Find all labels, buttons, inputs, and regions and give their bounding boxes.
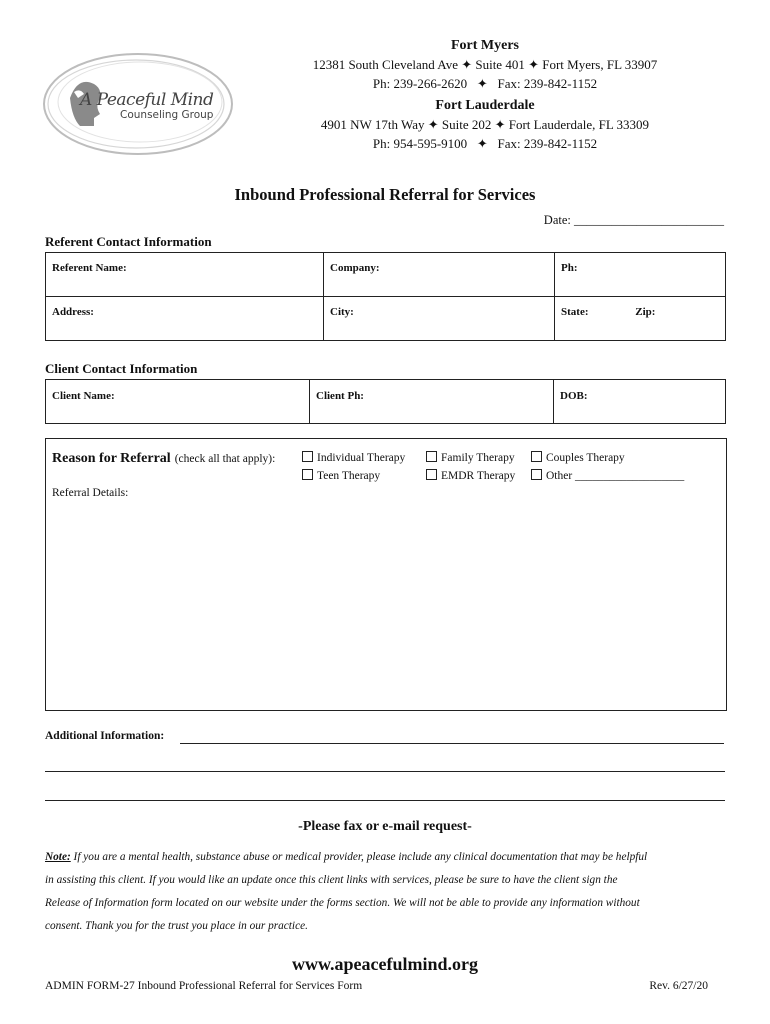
logo-name: A Peaceful Mind <box>80 90 214 110</box>
referent-heading: Referent Contact Information <box>45 234 212 249</box>
location-name: Fort Lauderdale <box>435 98 535 113</box>
checkbox-couples[interactable]: Couples Therapy <box>531 451 625 464</box>
checkbox-teen[interactable]: Teen Therapy <box>302 469 380 482</box>
location-phones: Ph: 239-266-2620 ✦ Fax: 239-842-1152 <box>372 76 598 91</box>
client-heading: Client Contact Information <box>45 361 198 376</box>
location-address: 4901 NW 17th Way ✦ Suite 202 ✦ Fort Lauderdale, FL 33309 <box>320 117 650 132</box>
checkbox-family[interactable]: Family Therapy <box>426 451 515 464</box>
additional-info-line[interactable] <box>45 771 725 772</box>
reason-label: Reason for Referral <box>52 451 171 466</box>
location-address: 12381 South Cleveland Ave ✦ Suite 401 ✦ Fort Myers, FL 33907 <box>312 57 658 72</box>
footer-revision: Rev. 6/27/20 <box>649 980 708 992</box>
note-label: Note: <box>45 851 71 863</box>
reason-hint: (check all that apply): <box>174 453 276 465</box>
state-zip-field[interactable] <box>555 297 726 341</box>
footer-form-id: ADMIN FORM-27 Inbound Professional Referral for Services Form <box>45 980 363 992</box>
dob-field[interactable]: DOB: <box>554 380 726 424</box>
checkbox-other[interactable]: Other ___________________ <box>531 469 684 482</box>
logo-subtitle: Counseling Group <box>120 109 214 121</box>
referral-details-label: Referral Details: <box>52 487 129 499</box>
note-paragraph: Note: If you are a mental health, substance abuse or medical provider, please include any clinical documentation that may be helpful in assisting this client. If you would like an update once this client links with services, please be sure to have the client sign the Release of Information form located on our website under the forms section. We will not be able to provide any information without consent. Thank you for the trust you place in our practice. <box>45 851 648 932</box>
checkbox-individual[interactable]: Individual Therapy <box>302 451 405 464</box>
phone-field[interactable]: Ph: <box>555 253 726 297</box>
additional-info-label: Additional Information: <box>45 730 165 742</box>
city-field[interactable]: City: <box>324 297 555 341</box>
referral-reason-box <box>45 438 727 711</box>
form-title: Inbound Professional Referral for Services <box>234 185 536 204</box>
office-locations <box>240 38 730 152</box>
additional-info-line[interactable] <box>45 800 725 801</box>
location-name: Fort Myers <box>450 38 520 53</box>
additional-info-line[interactable] <box>180 743 724 744</box>
referent-name-field[interactable]: Referent Name: <box>46 253 324 297</box>
website-link[interactable]: www.apeacefulmind.org <box>292 954 478 974</box>
company-field[interactable]: Company: <box>324 253 555 297</box>
client-table <box>45 379 726 424</box>
date-field[interactable]: Date: ________________________ <box>543 213 724 227</box>
referent-table <box>45 252 726 341</box>
zip-label: Zip: <box>635 306 656 318</box>
client-phone-field[interactable]: Client Ph: <box>310 380 554 424</box>
location-phones: Ph: 954-595-9100 ✦ Fax: 239-842-1152 <box>372 136 598 151</box>
address-field[interactable]: Address: <box>46 297 324 341</box>
state-label: State: <box>561 306 589 318</box>
client-name-field[interactable]: Client Name: <box>46 380 310 424</box>
checkbox-emdr[interactable]: EMDR Therapy <box>426 469 515 482</box>
request-note: -Please fax or e-mail request- <box>298 819 472 834</box>
